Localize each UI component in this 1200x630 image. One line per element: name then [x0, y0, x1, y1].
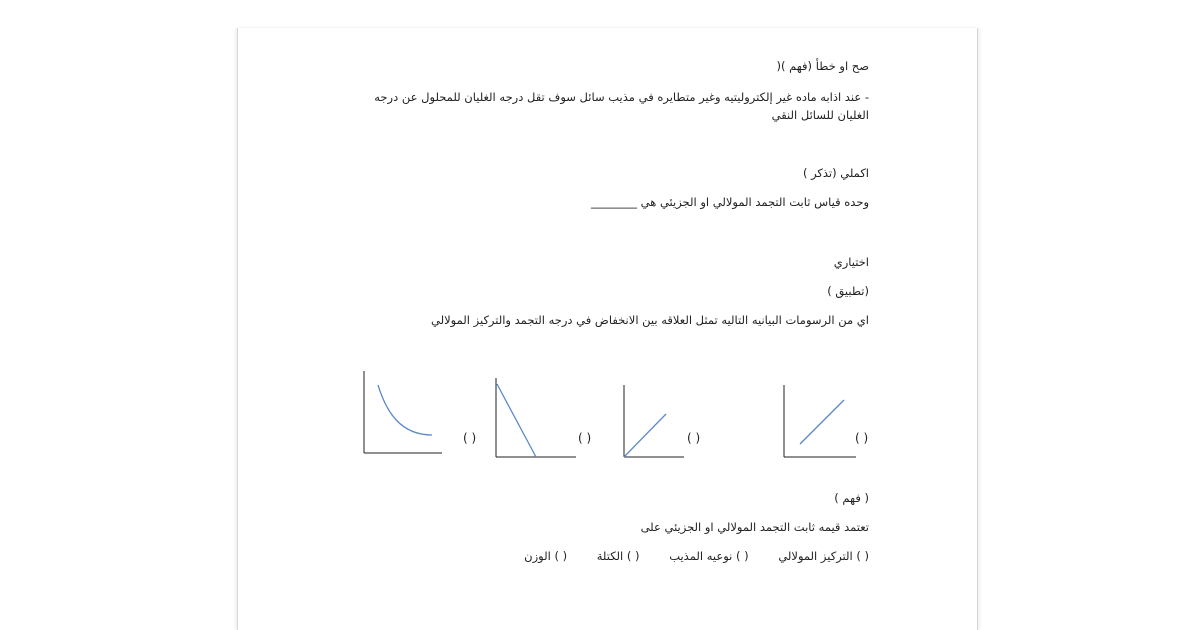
graph-option-2 [622, 385, 692, 461]
section-true-false-heading: صح او خطأ (فهم )( [776, 59, 869, 73]
option-weight[interactable]: ( ) الوزن [524, 549, 568, 563]
option-mass[interactable]: ( ) الكتلة [596, 549, 640, 563]
graph-option-1 [782, 385, 862, 461]
section-multiple-choice-heading: اختياري [833, 255, 869, 269]
cognitive-level-label: (تطبيق ) [827, 284, 869, 298]
graph-option-2-marker[interactable]: ( ) [687, 431, 701, 445]
section-complete-heading: اكملي (تذكر ) [802, 166, 869, 180]
dependency-options [498, 549, 869, 563]
true-false-statement: - عند اذابه ماده غير إلكتروليتيه وغير متطايره في مذيب سائل سوف تقل درجه الغليان للمحلول عن درجه الغليان للسائل النقي [374, 90, 869, 122]
option-molal-concentration[interactable]: ( ) التركيز المولالي [778, 549, 869, 563]
document-page [237, 28, 978, 630]
complete-question: وحده قياس ثابت التجمد المولالي او الجزيئي هي ________ [590, 195, 869, 209]
graph-option-4 [362, 371, 444, 455]
graph-option-3 [494, 378, 578, 460]
section-understanding-level: ( فهم ) [834, 491, 869, 505]
graph-option-4-marker[interactable]: ( ) [463, 431, 477, 445]
graph-question: اي من الرسومات البيانيه التاليه تمثل العلاقه بين الانخفاض في درجه التجمد والتركيز المولالي [431, 313, 869, 327]
dependency-question: تعتمد قيمه ثابت التجمد المولالي او الجزيئي على [640, 520, 869, 534]
graph-option-3-marker[interactable]: ( ) [578, 431, 592, 445]
graph-option-1-marker[interactable]: ( ) [855, 431, 869, 445]
option-solvent-type[interactable]: ( ) نوعيه المذيب [669, 549, 749, 563]
